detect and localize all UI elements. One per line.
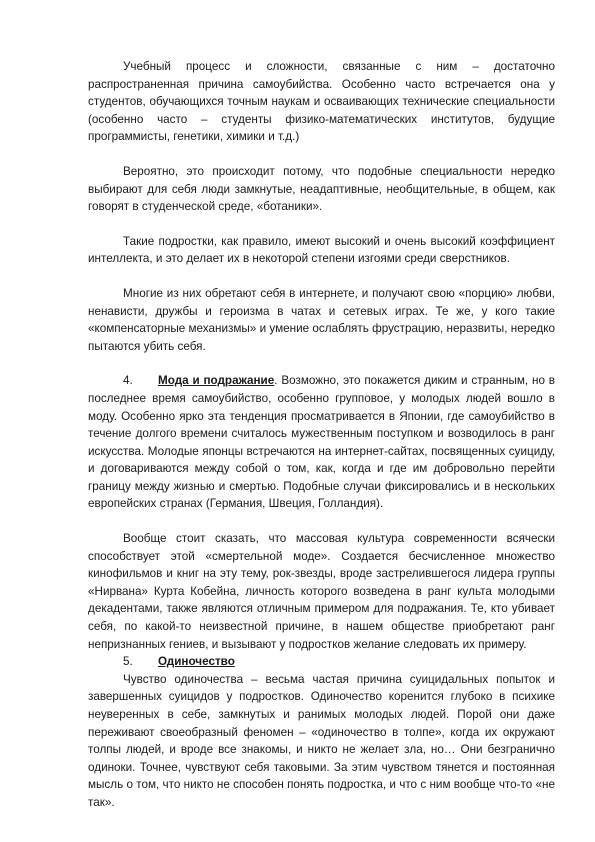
section-number: 5. — [123, 655, 133, 669]
section-heading: Мода и подражание — [158, 374, 275, 388]
section-fashion-imitation — [88, 372, 555, 513]
section-heading: Одиночество — [158, 655, 235, 669]
section-loneliness-heading — [88, 653, 555, 671]
paragraph-specialties: Вероятно, это происходит потому, что подобные специальности нередко выбирают для себя люди замкнутые, неадаптивные, необщительные, в общем, как говорят в студенческой среде, «ботаники». — [88, 164, 555, 214]
section-body: . Возможно, это покажется диким и странным, но в последнее время самоубийство, особенно групповое, у молодых людей вошло в моду. Особенно ярко эта тенденция просматривается в Японии, где самоубийство в течение долгого времени считалось мужественным поступком и возводилось в ранг искусства. Молодые японцы встречаются на интернет-сайтах, посвященных суициду, и договариваются между собой о том, как, когда и где им добровольно перейти границу между жизнью и смертью. Подобные случаи фиксировались и в нескольких европейских странах (Германия, Швеция, Голландия). — [88, 374, 555, 511]
paragraph-study-process: Учебный процесс и сложности, связанные с ним – достаточно распространенная причина самоубийства. Особенно часто встречается она у студентов, обучающихся точным наукам и осваивающих технические специальности (особенно часто – студенты физико-математических институтов, будущие программисты, генетики, химики и т.д.) — [88, 60, 555, 144]
paragraph-mass-culture: Вообще стоит сказать, что массовая культура современности всячески способствует этой «смертельной моде». Создается бесчисленное множество кинофильмов и книг на эту тему, рок-звезды, вроде застрелившегося лидера группы «Нирвана» Курта Кобейна, личность которого возведена в ранг культа молодыми декадентами, также являются отличным примером для подражания. Те, кто убивает себя, по какой-то неизвестной причине, в нашем обществе приобретают ранг непризнанных гениев, и вызывают у подростков желание следовать их примеру. — [88, 532, 555, 651]
section-number: 4. — [123, 374, 133, 388]
paragraph-internet: Многие из них обретают себя в интернете, и получают свою «порцию» любви, ненависти, дружбы и героизма в чатах и сетевых играх. Те же, у кого такие «компенсаторные механизмы» и умение ослаблять фрустрацию, неразвиты, нередко пытаются убить себя. — [88, 286, 555, 353]
paragraph-high-iq: Такие подростки, как правило, имеют высокий и очень высокий коэффициент интеллекта, и это делает их в некоторой степени изгоями среди сверстников. — [88, 234, 555, 266]
paragraph-loneliness: Чувство одиночества – весьма частая причина суицидальных попыток и завершенных суицидов у подростков. Одиночество коренится глубоко в психике неуверенных в себе, замкнутых и ранимых молодых людей. Порой они даже переживают своеобразный феномен – «одиночество в толпе», когда их окружают толпы людей, и вроде все знакомы, и никто не желает зла, но… Они безгранично одиноки. Точнее, чувствуют себя таковыми. За этим чувством тянется и постоянная мысль о том, что никто не способен понять подростка, и что с ним вообще что-то «не так». — [88, 672, 555, 809]
